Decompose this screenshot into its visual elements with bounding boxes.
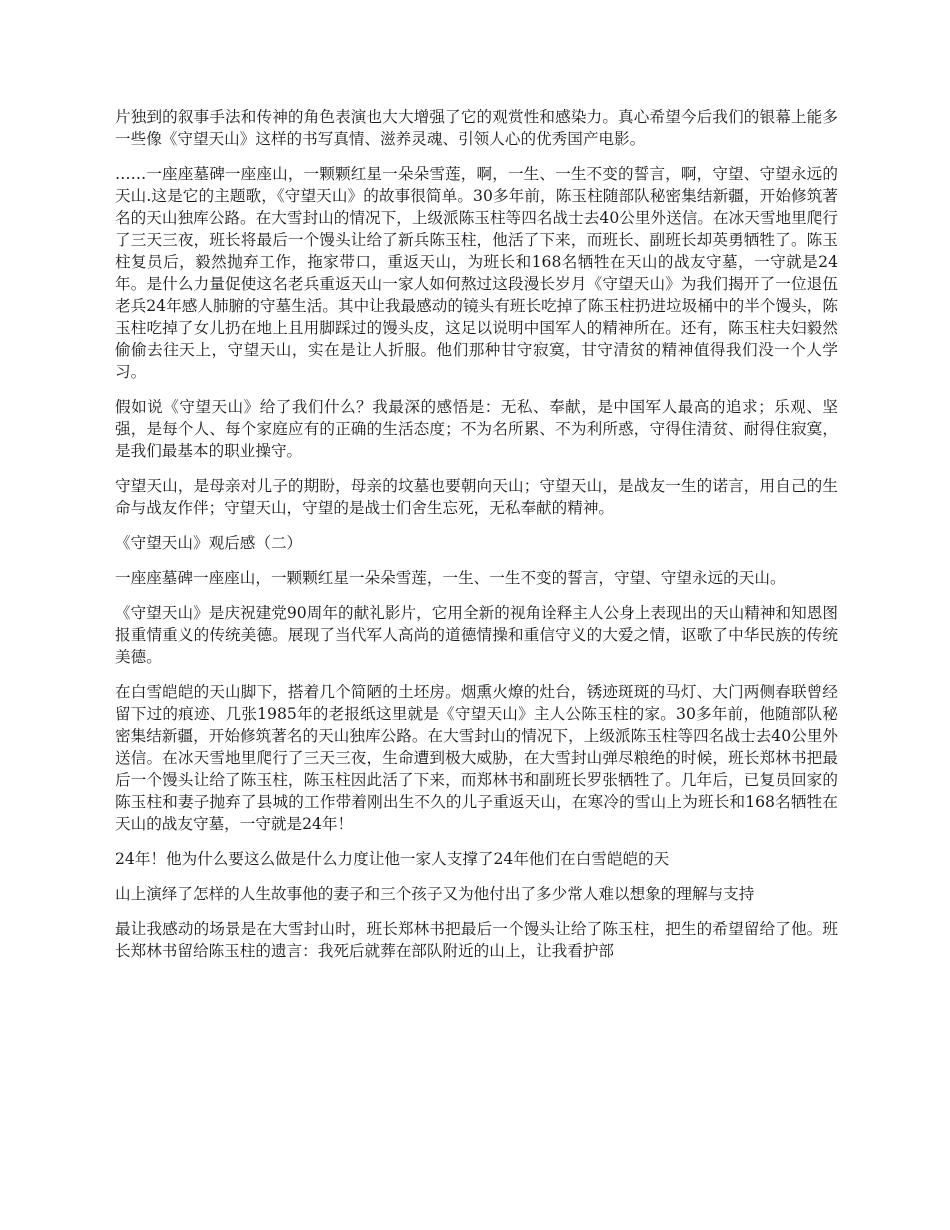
paragraph-7: 《守望天山》是庆祝建党90周年的献礼影片，它用全新的视角诠释主人公身上表现出的天山精神和知恩图报重情重义的传统美德。展现了当代军人高尚的道德情操和重信守义的大爱之情，讴歌了中华民族的传统美德。 bbox=[115, 604, 838, 666]
section-heading: 《守望天山》观后感（二） bbox=[115, 534, 303, 552]
paragraph-11: 最让我感动的场景是在大雪封山时，班长郑林书把最后一个馒头让给了陈玉柱，把生的希望留给了他。班长郑林书留给陈玉柱的遗言：我死后就葬在部队附近的山上，让我看护部 bbox=[115, 920, 838, 960]
paragraph-8: 在白雪皑皑的天山脚下，搭着几个简陋的土坯房。烟熏火燎的灶台，锈迹斑斑的马灯、大门两侧春联曾经留下过的痕迹、几张1985年的老报纸这里就是《守望天山》主人公陈玉柱的家。30多年前，他随部队秘密集结新疆，开始修筑著名的天山独库公路。在大雪封山的情况下，上级派陈玉柱等四名战士去40公里外送信。在冰天雪地里爬行了三天三夜，生命遭到极大威胁，在大雪封山弹尽粮绝的时候，班长郑林书把最后一个馒头让给了陈玉柱，陈玉柱因此活了下来，而郑林书和副班长罗张牺牲了。几年后，已复员回家的陈玉柱和妻子抛弃了县城的工作带着刚出生不久的儿子重返天山，在寒冷的雪山上为班长和168名牺牲在天山的战友守墓，一守就是24年！ bbox=[115, 683, 838, 833]
paragraph-3: 假如说《守望天山》给了我们什么？我最深的感悟是：无私、奉献，是中国军人最高的追求；乐观、坚强，是每个人、每个家庭应有的正确的生活态度；不为名所累、不为利所惑，守得住清贫、耐得住寂寞，是我们最基本的职业操守。 bbox=[115, 398, 838, 460]
paragraph-1: 片独到的叙事手法和传神的角色表演也大大增强了它的观赏性和感染力。真心希望今后我们的银幕上能多一些像《守望天山》这样的书写真情、滋养灵魂、引领人心的优秀国产电影。 bbox=[115, 108, 838, 148]
paragraph-2: ……一座座墓碑一座座山，一颗颗红星一朵朵雪莲，啊，一生、一生不变的誓言，啊，守望、守望永远的天山.这是它的主题歌，《守望天山》的故事很简单。30多年前，陈玉柱随部队秘密集结新疆，开始修筑著名的天山独库公路。在大雪封山的情况下，上级派陈玉柱等四名战士去40公里外送信。在冰天雪地里爬行了三天三夜，班长将最后一个馒头让给了新兵陈玉柱，他活了下来，而班长、副班长却英勇牺牲了。陈玉柱复员后，毅然抛弃工作，拖家带口，重返天山，为班长和168名牺牲在天山的战友守墓，一守就是24年。是什么力量促使这名老兵重返天山一家人如何熬过这段漫长岁月《守望天山》为我们揭开了一位退伍老兵24年感人肺腑的守墓生活。其中让我最感动的镜头有班长吃掉了陈玉柱扔进垃圾桶中的半个馒头，陈玉柱吃掉了女儿扔在地上且用脚踩过的馒头皮，这足以说明中国军人的精神所在。还有，陈玉柱夫妇毅然偷偷去往天上，守望天山，实在是让人折服。他们那种甘守寂寞，甘守清贫的精神值得我们没一个人学习。 bbox=[115, 165, 838, 381]
paragraph-4: 守望天山，是母亲对儿子的期盼，母亲的坟墓也要朝向天山；守望天山，是战友一生的诺言，用自己的生命与战友作伴；守望天山，守望的是战士们舍生忘死，无私奉献的精神。 bbox=[115, 477, 838, 517]
paragraph-6: 一座座墓碑一座座山，一颗颗红星一朵朵雪莲，一生、一生不变的誓言，守望、守望永远的天山。 bbox=[115, 569, 786, 587]
paragraph-9: 24年！他为什么要这么做是什么力度让他一家人支撑了24年他们在白雪皑皑的天 bbox=[115, 850, 670, 868]
document-page bbox=[115, 106, 838, 975]
paragraph-10: 山上演绎了怎样的人生故事他的妻子和三个孩子又为他付出了多少常人难以想象的理解与支持 bbox=[115, 885, 755, 903]
